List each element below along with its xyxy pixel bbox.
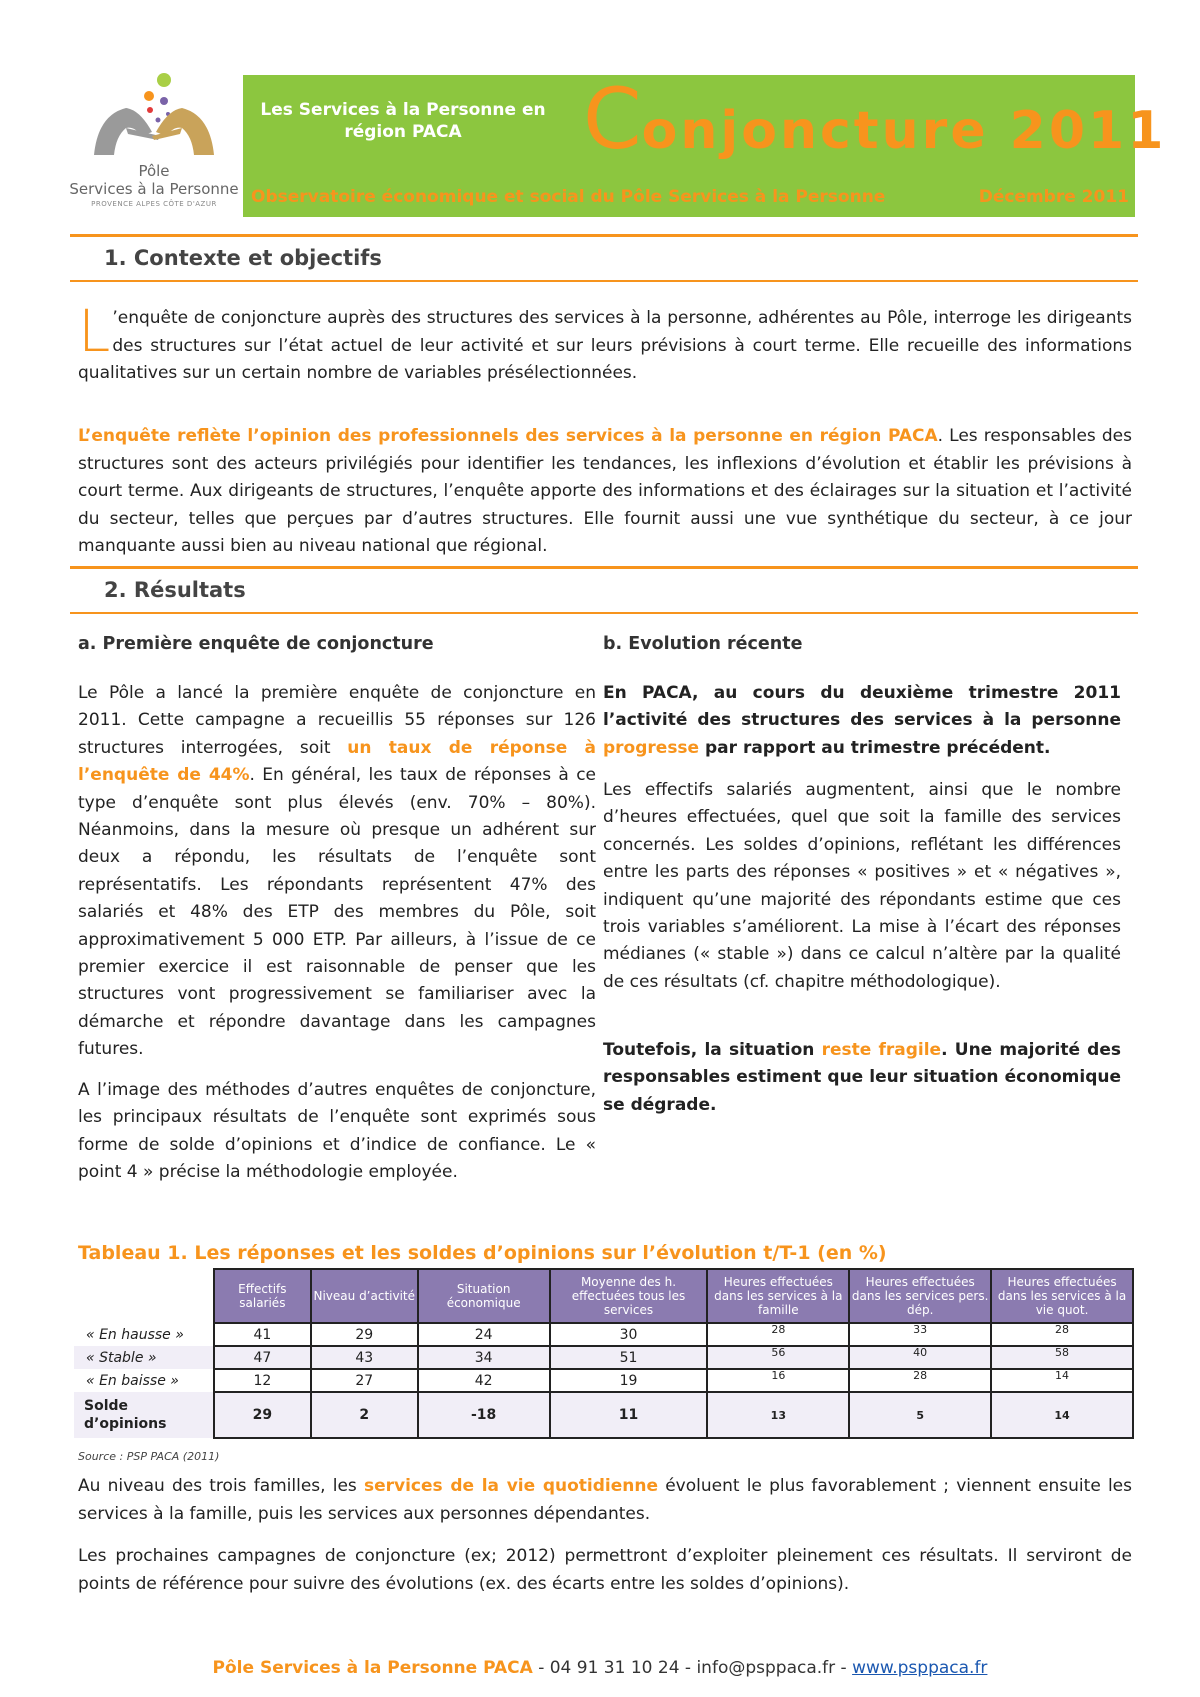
table-header: Niveau d’activité — [311, 1269, 418, 1323]
column-b-paragraph-1 — [603, 680, 1121, 762]
table-cell: 30 — [550, 1323, 708, 1346]
highlight-text: reste fragile — [821, 1040, 942, 1060]
bold-text: par rapport au trimestre précédent. — [699, 737, 1051, 758]
table-cell: 2 — [311, 1392, 418, 1438]
results-table — [74, 1268, 1134, 1439]
logo-line3: PROVENCE ALPES CÔTE D'AZUR — [91, 200, 217, 208]
section-divider — [70, 234, 1138, 237]
subsection-a-title: a. Première enquête de conjoncture — [78, 634, 434, 654]
table-cell: 27 — [311, 1369, 418, 1392]
page-title — [583, 70, 1167, 168]
paragraph-text: . En général, les taux de réponses à ce type d’enquête sont plus élevés (env. 70% – 80%). Néanmoins, dans la mesure où presque un adhérent sur deux a répondu, les résultats de l’enquête sont représentatifs. Les répondants représentent 47% des salariés et 48% des ETP des membres du Pôle, soit approximativement 5 000 ETP. Par ailleurs, à l’issue de ce premier exercice il est raisonnable de penser que les structures vont progressivement se familiariser avec la démarche et répondre davantage dans les campagnes futures. — [78, 765, 597, 1060]
table-cell: 24 — [418, 1323, 550, 1346]
table-cell: 29 — [311, 1323, 418, 1346]
table-cell: 11 — [550, 1392, 708, 1438]
column-b-paragraph-3 — [603, 1037, 1121, 1119]
section-divider — [70, 612, 1138, 614]
table-cell: 41 — [214, 1323, 311, 1346]
table-cell: 42 — [418, 1369, 550, 1392]
row-label: « Stable » — [74, 1346, 214, 1369]
table-cell: 40 — [849, 1346, 991, 1369]
bold-text: Toutefois, la situation — [603, 1040, 822, 1060]
publication-date: Décembre 2011 — [978, 187, 1129, 207]
highlight-text: L’enquête reflète l’opinion des professionnels des services à la personne en région PACA — [78, 426, 938, 446]
banner-subtitle-line2: région PACA — [344, 122, 462, 142]
table-cell: 14 — [991, 1369, 1133, 1392]
table-corner — [74, 1269, 214, 1323]
closing-paragraph-2: Les prochaines campagnes de conjoncture (ex; 2012) permettront d’exploiter pleinement ces résultats. Il serviront de points de référence pour suivre des évolutions (ex. des écarts entre les soldes d’opinions). — [78, 1546, 1132, 1594]
section-divider — [70, 566, 1138, 569]
row-label: « En baisse » — [74, 1369, 214, 1392]
table-header: Heures effectuées dans les services à la vie quot. — [991, 1269, 1133, 1323]
paragraph-text: évoluent le plus favorablement ; viennent ensuite les services à la famille, puis les services aux personnes dépendantes. — [78, 1476, 1133, 1524]
table-summary-row — [74, 1392, 1133, 1438]
table-cell: 33 — [849, 1323, 991, 1346]
table-header: Effectifs salariés — [214, 1269, 311, 1323]
paragraph-text: Au niveau des trois familles, les — [78, 1476, 364, 1496]
footer-org: Pôle Services à la Personne PACA — [212, 1658, 533, 1678]
section-2-title: 2. Résultats — [104, 578, 246, 602]
table-cell: 28 — [849, 1369, 991, 1392]
footer-website-link[interactable]: www.psppaca.fr — [852, 1658, 988, 1678]
highlight-text: progresse — [603, 737, 700, 758]
table-title: Tableau 1. Les réponses et les soldes d’opinions sur l’évolution t/T-1 (en %) — [78, 1242, 887, 1264]
table-cell: -18 — [418, 1392, 550, 1438]
table-row — [74, 1346, 1133, 1369]
drop-cap: L — [78, 297, 111, 365]
table-cell: 5 — [849, 1392, 991, 1438]
table-cell: 14 — [991, 1392, 1133, 1438]
table-cell: 43 — [311, 1346, 418, 1369]
row-label: « En hausse » — [74, 1323, 214, 1346]
title-rest: onjoncture 2011 — [641, 101, 1167, 161]
table-cell: 47 — [214, 1346, 311, 1369]
bold-text: En PACA, au cours du deuxième trimestre 2011 l’activité des structures des services à la personne — [603, 683, 1121, 731]
table-cell: 34 — [418, 1346, 550, 1369]
table-header: Moyenne des h. effectuées tous les services — [550, 1269, 708, 1323]
table-cell: 16 — [707, 1369, 849, 1392]
observatoire-line: Observatoire économique et social du Pôle Services à la Personne — [251, 187, 886, 207]
table-cell: 29 — [214, 1392, 311, 1438]
paragraph-text: ’enquête de conjoncture auprès des structures des services à la personne, adhérentes au Pôle, interroge les dirigeants des structures sur l’état actuel de leur activité et sur leurs prévisions à court terme. Elle recueille des informations qualitatives sur un certain nombre de variables présélectionnées. — [78, 308, 1132, 383]
table-cell: 28 — [707, 1323, 849, 1346]
footer-contact: - 04 91 31 10 24 - info@psppaca.fr - — [532, 1658, 853, 1678]
table-cell: 56 — [707, 1346, 849, 1369]
column-a-paragraph-1 — [78, 680, 596, 1064]
table-header: Situation économique — [418, 1269, 550, 1323]
banner-subtitle — [257, 99, 549, 143]
row-label: Solde d’opinions — [74, 1392, 214, 1438]
table-row — [74, 1369, 1133, 1392]
bold-text: . Une majorité des responsables estiment que leur situation économique se dégrade. — [603, 1040, 1121, 1115]
section-1-paragraph-1 — [78, 297, 1132, 388]
section-divider — [70, 280, 1138, 282]
section-1-paragraph-2 — [78, 423, 1132, 561]
table-cell: 51 — [550, 1346, 708, 1369]
table-source: Source : PSP PACA (2011) — [78, 1450, 220, 1463]
table-cell: 28 — [991, 1323, 1133, 1346]
table-header: Heures effectuées dans les services pers. dép. — [849, 1269, 991, 1323]
logo-hands-icon — [64, 70, 244, 165]
table-cell: 58 — [991, 1346, 1133, 1369]
table-header-row — [74, 1269, 1133, 1323]
logo-line2: Services à la Personne — [69, 180, 239, 198]
banner-subtitle-line1: Les Services à la Personne en — [260, 100, 546, 120]
column-b-paragraph-2: Les effectifs salariés augmentent, ainsi que le nombre d’heures effectuées, quel que soit la famille des services concernés. Les soldes d’opinions, reflétant les différences entre les parts des réponses « positives » et « négatives », indiquent qu’une majorité des répondants estime que ces trois variables s’améliorent. La mise à l’écart des réponses médianes (« stable ») dans ce calcul n’altère par la qualité de ces résultats (cf. chapitre méthodologique). — [603, 780, 1121, 992]
column-a-paragraph-2: A l’image des méthodes d’autres enquêtes de conjoncture, les principaux résultats de l’enquête sont exprimés sous forme de solde d’opinions et d’indice de confiance. Le « point 4 » précise la méthodologie employée. — [78, 1080, 596, 1183]
title-initial: C — [583, 70, 642, 168]
closing-paragraph-1 — [78, 1473, 1132, 1528]
highlight-text: un taux de réponse à l’enquête de 44% — [78, 737, 596, 786]
table-header: Heures effectuées dans les services à la famille — [707, 1269, 849, 1323]
table-row — [74, 1323, 1133, 1346]
subsection-b-title: b. Evolution récente — [603, 634, 803, 654]
table-cell: 12 — [214, 1369, 311, 1392]
table-cell: 13 — [707, 1392, 849, 1438]
section-1-title: 1. Contexte et objectifs — [104, 246, 382, 270]
logo-line1: Pôle — [138, 162, 170, 180]
table-cell: 19 — [550, 1369, 708, 1392]
highlight-text: services de la vie quotidienne — [363, 1476, 659, 1496]
footer — [0, 1658, 1200, 1678]
header-banner — [243, 70, 1167, 217]
logo — [64, 70, 244, 214]
paragraph-text: Le Pôle a lancé la première enquête de conjoncture en 2011. Cette campagne a recueillis 55 réponses sur 126 structures interrogées, soit — [78, 683, 596, 758]
paragraph-text: . Les responsables des structures sont des acteurs privilégiés pour identifier les tendances, les inflexions d’évolution et établir les prévisions à court terme. Aux dirigeants de structures, l’enquête apporte des informations et des éclairages sur la situation et l’activité du secteur, telles que perçues par d’autres structures. Elle fournit aussi une vue synthétique du secteur, à ce jour manquante aussi bien au niveau national que régional. — [78, 426, 1132, 556]
